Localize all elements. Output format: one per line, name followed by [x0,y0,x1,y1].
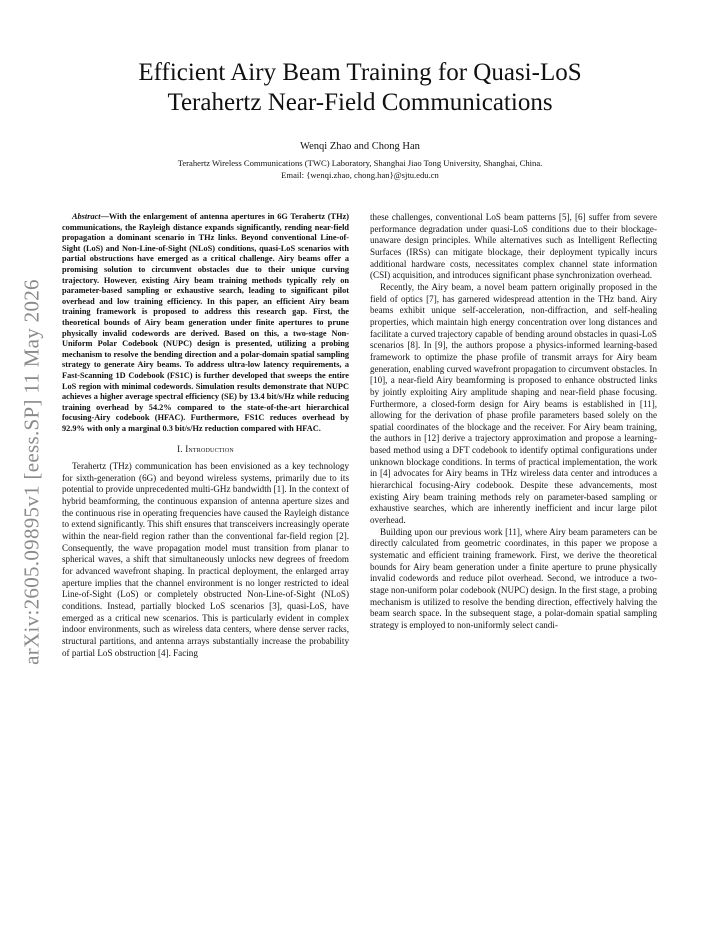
title-line-1: Efficient Airy Beam Training for Quasi-LoS [138,59,582,86]
arxiv-identifier: arXiv:2605.09895v1 [eess.SP] 11 May 2026 [19,279,44,665]
affiliation-block [60,157,660,181]
left-column [62,212,349,659]
intro-paragraph-2: Recently, the Airy beam, a novel beam pattern originally proposed in the field of optics [7], has garnered widespread attention in the THz band. Airy beams exhibit unique self-acceleration, non-diffraction, and self-healing properties, which maintain high energy concentration over long distances and facilitate a curved trajectory capable of bending around obstacles in quasi-LoS scenarios [8]. In [9], the authors propose a physics-informed learning-based framework to optimize the phase profile of transmit arrays for Airy beam generation, enabling curved wavefront propagation to circumvent obstacles. In [10], a near-field Airy beamforming is proposed to enhance obstructed links by jointly exploiting Airy amplitude shaping and near-field phase focusing. Furthermore, a closed-form design for Airy beams is established in [11], allowing for the derivation of phase profile parameters based solely on the spatial coordinates of the blockage and the receiver. For Airy beam training, the authors in [12] derive a trajectory approximation and propose a learning-based method using a DFT codebook to identify optimal configurations under unknown blockage conditions. In terms of practical implementation, the work in [4] advocates for Airy beams in THz wireless data center and introduces a hierarchical focusing-Airy codebook. Despite these advancements, most existing Airy beam training methods rely on parameter-based sampling or exhaustive searches, which are inherently inefficient and incur large pilot overhead. [370,281,657,526]
section-heading-introduction [62,444,349,456]
intro-paragraph-1: Terahertz (THz) communication has been envisioned as a key technology for sixth-generation (6G) and beyond wireless systems, primarily due to its potential to provide unprecedented multi-GHz bandwidth [1]. In the context of hybrid beamforming, the continuous expansion of antenna aperture sizes and the continuous rise in operating frequencies have caused the Rayleigh distance to extend significantly. This shift ensures that transceivers increasingly operate within the near-field region rather than the conventional far-field region [2]. Consequently, the wave propagation model must transition from planar to spherical waves, a shift that simultaneously unlocks new degrees of freedom for advanced wavefront shaping. In practical deployment, the enlarged array aperture implies that the channel environment is no longer restricted to ideal Line-of-Sight (LoS) or completely obstructed Non-Line-of-Sight (NLoS) conditions. Instead, partially blocked LoS scenarios [3], quasi-LoS, have emerged as a critical new scenarios. This is particularly evident in complex indoor environments, such as wireless data centers, where dense server racks, structural partitions, and antenna arrays substantially increase the probability of partial LoS obstruction [4]. Facing [62,461,349,658]
email: Email: {wenqi.zhao, chong.han}@sjtu.edu.cn [281,170,439,180]
abstract-text: With the enlargement of antenna apertures in 6G Terahertz (THz) communications, the Rayleigh distance expands significantly, rending near-field propagation a dominant scenario in THz links. Beyond conventional Line-of-Sight (LoS) and Non-Line-of-Sight (NLoS) conditions, quasi-LoS scenarios with partial obstructions have emerged as a critical challenge. Airy beams offer a promising solution to circumvent obstacles due to their unique curving trajectory. However, existing Airy beam training methods typically rely on parameter-based sampling or exhaustive search, leading to significant pilot overhead and low training efficiency. In this paper, an efficient Airy beam training framework is proposed to address this research gap. First, the theoretical bounds of Airy beam generation under finite apertures to prune physically invalid codewords are derived. Based on this, a two-stage Non-Uniform Polar Codebook (NUPC) design is presented, utilizing a probing mechanism to resolve the bending direction and a polar-domain spatial sampling strategy to generate Airy beams. To address ultra-low latency requirements, a Fast-Scanning 1D Codebook (FS1C) is further developed that sweeps the entire LoS region with minimal codewords. Simulation results demonstrate that NUPC achieves a higher average spectral efficiency (SE) by 13.4 bit/s/Hz while reducing training overhead by 54.2% compared to the state-of-the-art hierarchical focusing-Airy codebook (HFAC). Furthermore, FS1C reduces overhead by 92.9% with only a marginal 0.3 bit/s/Hz reduction compared with HFAC. [62,212,349,433]
title-line-2: Terahertz Near-Field Communications [167,89,553,116]
paper-title [60,58,660,118]
affiliation: Terahertz Wireless Communications (TWC) Laboratory, Shanghai Jiao Tong University, Shanghai, China. [177,158,543,168]
intro-paragraph-3: Building upon our previous work [11], where Airy beam parameters can be directly calculated from geometric coordinates, in this paper we propose a systematic and efficient training framework. First, we derive the theoretical bounds for Airy beam generation under a finite aperture to prune physically invalid codewords and reduce pilot overhead. Second, we introduce a two-stage non-uniform polar codebook (NUPC) design. In the first stage, a probing mechanism is utilized to resolve the bending direction, effectively halving the beam search space. In the subsequent stage, a polar-domain spatial sampling strategy is employed to non-uniformly select candi- [370,526,657,630]
section-number: I. [177,444,183,455]
abstract [62,212,349,434]
abstract-dash: — [100,212,109,221]
author-names: Wenqi Zhao and Chong Han [300,141,420,152]
arxiv-sidebar [8,262,56,682]
right-column [370,212,657,632]
intro-paragraph-1-continued: these challenges, conventional LoS beam patterns [5], [6] suffer from severe performance degradation under quasi-LoS conditions due to their blockage-unaware design principles. While alternatives such as Intelligent Reflecting Surfaces (IRSs) can mitigate blockage, their deployment typically incurs additional hardware costs, necessitates complex channel state information (CSI) acquisition, and introduces significant phase synchronization overhead. [370,212,657,281]
section-title: Introduction [185,444,234,455]
abstract-label: Abstract [72,212,101,221]
